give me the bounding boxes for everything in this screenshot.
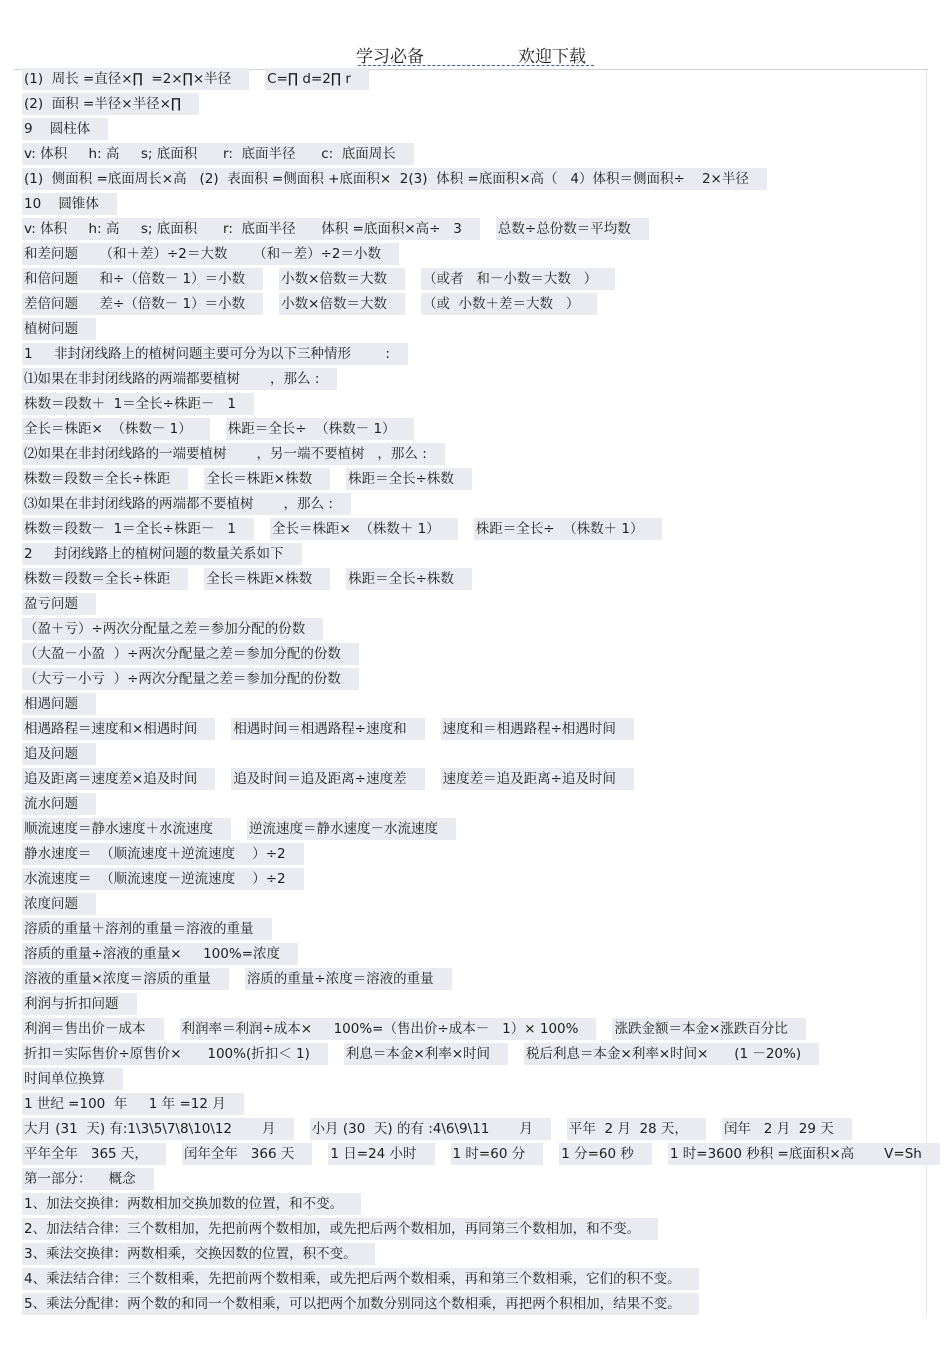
text-line (22, 318, 922, 343)
text-line (22, 793, 922, 818)
formula-segment: 浓度问题 (22, 893, 96, 915)
formula-segment: 株数＝段数＝全长÷株距 (22, 568, 188, 590)
formula-segment: 追及问题 (22, 743, 96, 765)
header-right-text: 欢迎下载 (518, 47, 586, 67)
formula-segment: 追及时间＝追及距离÷速度差 (231, 768, 424, 790)
text-line (22, 518, 922, 543)
text-line (22, 393, 922, 418)
text-line (22, 943, 922, 968)
formula-segment: 和差问题 （和＋差）÷2＝大数 （和－差）÷2＝小数 (22, 243, 399, 265)
formula-segment: 折扣＝实际售价÷原售价× 100%(折扣＜ 1) (22, 1043, 328, 1065)
formula-segment: （或者 和－小数＝大数 ） (421, 268, 615, 290)
text-line (22, 1193, 922, 1218)
formula-segment: 1 日=24 小时 (328, 1143, 434, 1165)
formula-segment: 利润率＝利润÷成本× 100%=（售出价÷成本－ 1）× 100% (180, 1018, 597, 1040)
formula-segment: 顺流速度＝静水速度＋水流速度 (22, 818, 231, 840)
formula-segment: （大亏－小亏 ）÷两次分配量之差＝参加分配的份数 (22, 668, 359, 690)
formula-segment: 时间单位换算 (22, 1068, 123, 1090)
text-line (22, 418, 922, 443)
text-line (22, 643, 922, 668)
text-line (22, 343, 922, 368)
formula-segment: （或 小数＋差＝大数 ） (421, 293, 597, 315)
formula-segment: C=∏ d=2∏ r (265, 68, 369, 90)
text-line (22, 93, 922, 118)
formula-segment: 2 封闭线路上的植树问题的数量关系如下 (22, 543, 302, 565)
text-line (22, 1168, 922, 1193)
formula-segment: 相遇时间＝相遇路程÷速度和 (231, 718, 424, 740)
text-line (22, 218, 922, 243)
formula-segment: 全长＝株距× （株数＋ 1） (270, 518, 458, 540)
text-line (22, 868, 922, 893)
text-line (22, 568, 922, 593)
formula-segment: 平年全年 365 天， (22, 1143, 166, 1165)
formula-segment: 闰年全年 366 天 (182, 1143, 312, 1165)
formula-segment: 速度差＝追及距离÷追及时间 (441, 768, 634, 790)
formula-segment: 株距＝全长÷ （株数－ 1） (226, 418, 414, 440)
text-line (22, 293, 922, 318)
formula-segment: 第一部分： 概念 (22, 1168, 154, 1190)
formula-segment: ⑶如果在非封闭线路的两端都不要植树 ，那么 : (22, 493, 351, 515)
formula-segment: 差倍问题 差÷（倍数－ 1）＝小数 (22, 293, 263, 315)
formula-segment: 株距＝全长÷株数 (346, 568, 472, 590)
text-line (22, 1218, 922, 1243)
header-dashed-underline (358, 65, 594, 66)
formula-segment: 株距＝全长÷ （株数＋ 1） (474, 518, 662, 540)
text-line (22, 1293, 922, 1318)
formula-segment: 水流速度＝ （顺流速度－逆流速度 ）÷2 (22, 868, 304, 890)
formula-segment: 小月 (30 天) 的有 :4\6\9\11 月 (310, 1118, 551, 1140)
text-line (22, 193, 922, 218)
formula-segment: ⑵如果在非封闭线路的一端要植树 ，另一端不要植树 ，那么 : (22, 443, 445, 465)
formula-segment: 9 圆柱体 (22, 118, 108, 140)
formula-segment: 平年 2 月 28 天， (567, 1118, 706, 1140)
right-margin-rule (926, 70, 927, 1315)
text-line (22, 743, 922, 768)
text-line (22, 543, 922, 568)
formula-segment: （盈＋亏）÷两次分配量之差＝参加分配的份数 (22, 618, 323, 640)
text-line (22, 443, 922, 468)
text-line (22, 668, 922, 693)
text-line (22, 618, 922, 643)
text-line (22, 1143, 922, 1168)
text-line (22, 143, 922, 168)
formula-segment: （大盈－小盈 ）÷两次分配量之差＝参加分配的份数 (22, 643, 359, 665)
formula-segment: 静水速度＝ （顺流速度＋逆流速度 ）÷2 (22, 843, 304, 865)
formula-segment: 1、加法交换律：两数相加交换加数的位置，和不变。 (22, 1193, 361, 1215)
formula-segment: 利润＝售出价－成本 (22, 1018, 164, 1040)
formula-segment: 1 时=3600 秒积 =底面积×高 V=Sh (668, 1143, 940, 1165)
formula-segment: 相遇问题 (22, 693, 96, 715)
formula-segment: 溶质的重量÷溶液的重量× 100%=浓度 (22, 943, 298, 965)
formula-segment: 株数＝段数＝全长÷株距 (22, 468, 188, 490)
header-left-text: 学习必备 (356, 47, 424, 67)
formula-segment: 总数÷总份数＝平均数 (496, 218, 649, 240)
formula-segment: 溶质的重量÷浓度＝溶液的重量 (245, 968, 452, 990)
text-line (22, 1093, 922, 1118)
formula-segment: 株数＝段数＋ 1＝全长÷株距－ 1 (22, 393, 254, 415)
formula-segment: 全长＝株距×株数 (204, 568, 330, 590)
text-line (22, 1118, 922, 1143)
formula-segment: 逆流速度＝静水速度－水流速度 (247, 818, 456, 840)
text-line (22, 1043, 922, 1068)
formula-segment: 闰年 2 月 29 天 (722, 1118, 852, 1140)
text-line (22, 118, 922, 143)
text-line (22, 1268, 922, 1293)
formula-segment: v: 体积 h: 高 s; 底面积 r: 底面半径 c: 底面周长 (22, 143, 414, 165)
formula-segment: 和倍问题 和÷（倍数－ 1）＝小数 (22, 268, 263, 290)
text-line (22, 368, 922, 393)
text-line (22, 693, 922, 718)
formula-segment: 税后利息＝本金×利率×时间× (1 －20%) (524, 1043, 819, 1065)
formula-segment: 株距＝全长÷株数 (346, 468, 472, 490)
formula-segment: (1) 侧面积 =底面周长×高 (2) 表面积 =侧面积 +底面积× 2(3) 体积 =底面积×高（ 4）体积＝侧面积÷ 2×半径 (22, 168, 767, 190)
text-line (22, 993, 922, 1018)
text-line (22, 1243, 922, 1268)
formula-segment: 3、乘法交换律：两数相乘，交换因数的位置，积不变。 (22, 1243, 375, 1265)
formula-segment: 利润与折扣问题 (22, 993, 137, 1015)
formula-segment: 流水问题 (22, 793, 96, 815)
text-line (22, 168, 922, 193)
text-line (22, 1018, 922, 1043)
formula-segment: (1) 周长 =直径×∏ =2×∏×半径 (22, 68, 249, 90)
text-line (22, 1068, 922, 1093)
text-line (22, 843, 922, 868)
text-line (22, 268, 922, 293)
formula-segment: 株数＝段数－ 1＝全长÷株距－ 1 (22, 518, 254, 540)
formula-segment: 相遇路程＝速度和×相遇时间 (22, 718, 215, 740)
formula-segment: 速度和＝相遇路程÷相遇时间 (441, 718, 634, 740)
formula-segment: 溶液的重量×浓度＝溶质的重量 (22, 968, 229, 990)
formula-segment: 2、加法结合律：三个数相加，先把前两个数相加，或先把后两个数相加，再同第三个数相加，和不变。 (22, 1218, 658, 1240)
text-line (22, 68, 922, 93)
formula-segment: 利息＝本金×利率×时间 (344, 1043, 508, 1065)
formula-segment: (2) 面积 =半径×半径×∏ (22, 93, 199, 115)
text-line (22, 593, 922, 618)
formula-segment: 溶质的重量＋溶剂的重量＝溶液的重量 (22, 918, 272, 940)
text-line (22, 893, 922, 918)
formula-segment: ⑴如果在非封闭线路的两端都要植树 ，那么 : (22, 368, 337, 390)
page-header (0, 40, 950, 70)
formula-segment: 1 分=60 秒 (559, 1143, 652, 1165)
document-body (22, 68, 922, 1318)
formula-segment: 小数×倍数＝大数 (279, 268, 405, 290)
text-line (22, 918, 922, 943)
text-line (22, 468, 922, 493)
text-line (22, 818, 922, 843)
formula-segment: 追及距离＝速度差×追及时间 (22, 768, 215, 790)
formula-segment: 1 非封闭线路上的植树问题主要可分为以下三种情形 : (22, 343, 408, 365)
formula-segment: 盈亏问题 (22, 593, 96, 615)
formula-segment: 1 时=60 分 (451, 1143, 544, 1165)
formula-segment: 大月 (31 天) 有:1\3\5\7\8\10\12 月 (22, 1118, 294, 1140)
text-line (22, 968, 922, 993)
formula-segment: 小数×倍数＝大数 (279, 293, 405, 315)
formula-segment: 5、乘法分配律：两个数的和同一个数相乘，可以把两个加数分别同这个数相乘，再把两个积相加，结果不变。 (22, 1293, 699, 1315)
text-line (22, 768, 922, 793)
text-line (22, 493, 922, 518)
formula-segment: 1 世纪 =100 年 1 年 =12 月 (22, 1093, 244, 1115)
formula-segment: 全长＝株距× （株数－ 1） (22, 418, 210, 440)
formula-segment: 涨跌金额＝本金×涨跌百分比 (612, 1018, 805, 1040)
formula-segment: v: 体积 h: 高 s; 底面积 r: 底面半径 体积 =底面积×高÷ 3 (22, 218, 480, 240)
text-line (22, 243, 922, 268)
formula-segment: 全长＝株距×株数 (204, 468, 330, 490)
text-line (22, 718, 922, 743)
formula-segment: 植树问题 (22, 318, 96, 340)
formula-segment: 10 圆锥体 (22, 193, 117, 215)
formula-segment: 4、乘法结合律：三个数相乘，先把前两个数相乘，或先把后两个数相乘，再和第三个数相乘，它们的积不变。 (22, 1268, 699, 1290)
